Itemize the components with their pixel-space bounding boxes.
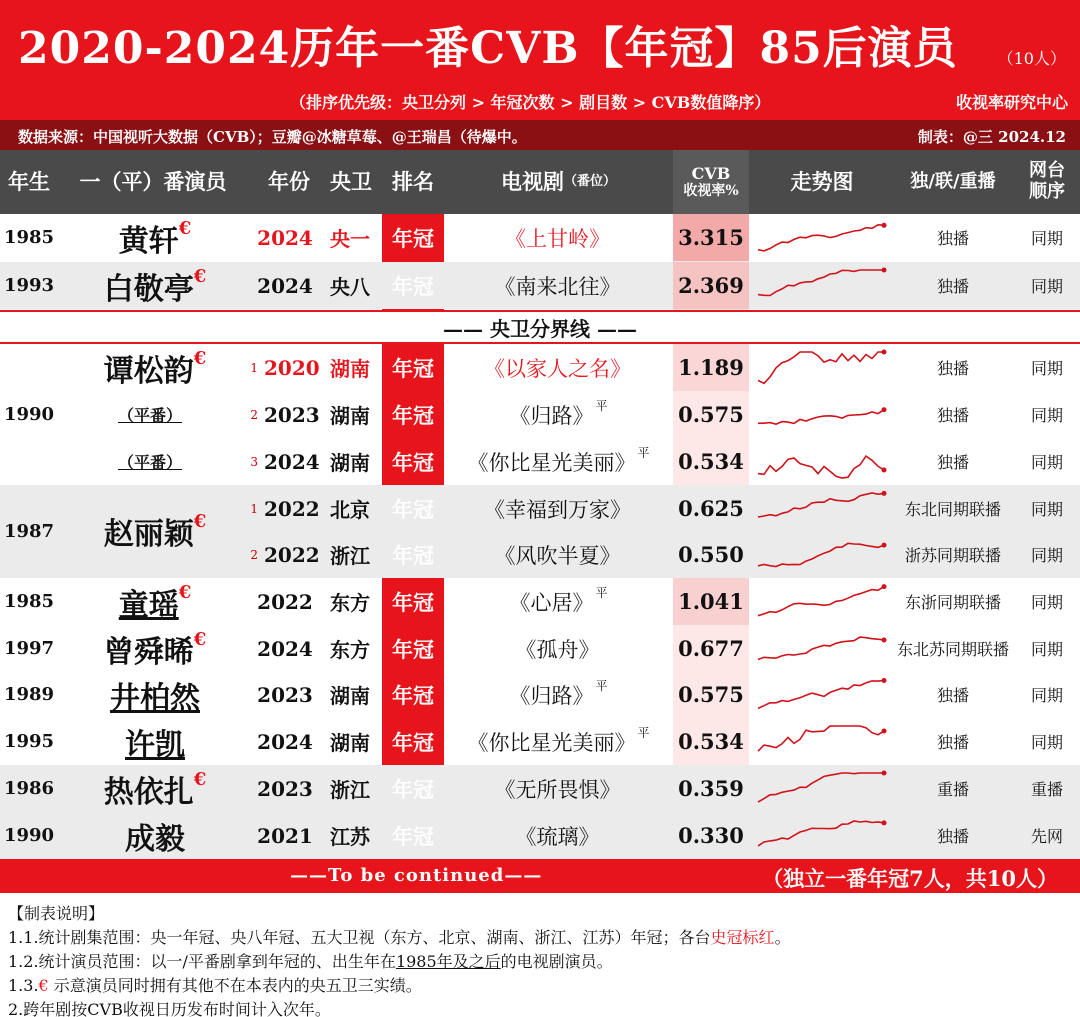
actor-name: 井柏然 bbox=[110, 680, 200, 716]
euro-mark: € bbox=[178, 218, 192, 239]
trend-sparkline bbox=[752, 765, 892, 812]
cvb-rating: 0.359 bbox=[678, 776, 744, 801]
to-be-continued: ——To be continued—— bbox=[290, 865, 543, 886]
euro-mark: € bbox=[193, 511, 207, 532]
trend-line bbox=[758, 352, 884, 383]
euro-mark: € bbox=[193, 769, 207, 790]
drama-title: 《无所畏惧》 bbox=[494, 777, 621, 802]
broadcast-type: 东北同期联播 bbox=[904, 500, 1001, 519]
air-year: 2023 bbox=[257, 776, 313, 801]
col-broadcast: 独/联/重播 bbox=[910, 170, 996, 192]
trend-sparkline bbox=[752, 671, 892, 718]
actor-name: 赵丽颖 € bbox=[103, 511, 207, 552]
air-year: 2023 bbox=[257, 682, 313, 707]
drama-title: 《南来北往》 bbox=[494, 274, 621, 299]
cvb-rating: 0.330 bbox=[678, 823, 744, 848]
channel: 江苏 bbox=[330, 825, 370, 849]
trend-end-dot bbox=[882, 638, 887, 643]
trend-sparkline bbox=[752, 625, 892, 672]
source-bar bbox=[0, 120, 1080, 150]
drama-title: 《琉璃》 bbox=[515, 824, 600, 849]
cvb-rating: 2.369 bbox=[673, 262, 749, 309]
rank-badge: 年冠 bbox=[392, 355, 434, 381]
trend-line bbox=[758, 637, 884, 659]
euro-mark: € bbox=[193, 348, 207, 369]
entry-index: 3 bbox=[250, 454, 258, 469]
broadcast-type: 独播 bbox=[936, 827, 969, 846]
birth-year: 1987 bbox=[3, 521, 55, 542]
cvb-rating: 0.534 bbox=[678, 449, 744, 474]
air-year: 1 2022 bbox=[250, 496, 320, 521]
air-year: 2024 bbox=[257, 729, 313, 754]
channel: 央八 bbox=[330, 275, 370, 299]
cvb-rating: 3.315 bbox=[673, 214, 749, 261]
trend-sparkline bbox=[752, 578, 892, 625]
birth-year: 1985 bbox=[3, 591, 55, 612]
organization: 收视率研究中心 bbox=[955, 93, 1068, 112]
cctv-divider: —— 央卫分界线 —— bbox=[0, 310, 1080, 344]
rank-badge: 年冠 bbox=[392, 402, 434, 428]
channel: 湖南 bbox=[330, 357, 370, 381]
trend-end-dot bbox=[882, 223, 887, 228]
channel: 湖南 bbox=[330, 451, 370, 475]
broadcast-type: 独播 bbox=[936, 453, 969, 472]
channel: 湖南 bbox=[330, 731, 370, 755]
rank-badge: 年冠 bbox=[392, 273, 434, 299]
rank-badge: 年冠 bbox=[392, 542, 434, 568]
cvb-rating: 0.575 bbox=[678, 402, 744, 427]
entry-index: 1 bbox=[250, 360, 258, 375]
cvb-rating: 0.625 bbox=[678, 496, 744, 521]
net-order: 同期 bbox=[1030, 686, 1063, 705]
birth-year: 1997 bbox=[3, 637, 55, 659]
broadcast-type: 浙苏同期联播 bbox=[904, 546, 1001, 565]
trend-end-dot bbox=[882, 491, 887, 496]
rank-badge: 年冠 bbox=[392, 449, 434, 475]
birth-year: 1990 bbox=[3, 825, 55, 846]
col-drama: 电视剧 （番位） bbox=[500, 168, 616, 194]
note-2: 2.跨年剧按CVB收视日历发布时间计入次年。 bbox=[8, 1000, 331, 1017]
actor-name: 热依扎 € bbox=[103, 769, 207, 810]
broadcast-type: 独播 bbox=[936, 359, 969, 378]
trend-sparkline bbox=[752, 718, 892, 765]
cvb-rating: 1.041 bbox=[673, 578, 749, 625]
trend-end-dot bbox=[882, 268, 887, 273]
actor-count: （10人） bbox=[997, 49, 1066, 68]
broadcast-type: 独播 bbox=[936, 406, 969, 425]
birth-year: 1990 bbox=[3, 404, 55, 425]
net-order: 同期 bbox=[1030, 593, 1063, 612]
euro-mark: € bbox=[178, 582, 192, 603]
euro-mark: € bbox=[193, 266, 207, 287]
trend-sparkline bbox=[752, 438, 892, 485]
channel: 湖南 bbox=[330, 684, 370, 708]
net-order: 同期 bbox=[1030, 733, 1063, 752]
trend-line bbox=[758, 681, 884, 709]
col-birth: 年生 bbox=[8, 168, 50, 194]
table-notes bbox=[8, 902, 1072, 1017]
col-trend: 走势图 bbox=[790, 168, 854, 194]
air-year: 2024 bbox=[257, 273, 313, 298]
air-year: 2 2023 bbox=[250, 402, 320, 427]
trend-sparkline bbox=[752, 344, 892, 391]
drama-title: 《孤舟》 bbox=[515, 637, 600, 662]
trend-end-dot bbox=[882, 543, 887, 548]
note-1-2: 1.2.统计演员范围：以一/平番剧拿到年冠的、出生年在1985年及之后的电视剧演员。 bbox=[8, 952, 613, 971]
trend-end-dot bbox=[882, 729, 887, 734]
trend-end-dot bbox=[882, 584, 887, 589]
note-1-1: 1.1.统计剧集范围：央一年冠、央八年冠、五大卫视（东方、北京、湖南、浙江、江苏）年冠；各台史冠标红。 bbox=[8, 928, 791, 947]
air-year: 2024 bbox=[257, 636, 313, 661]
channel: 东方 bbox=[330, 638, 370, 662]
air-year: 2022 bbox=[257, 589, 313, 614]
data-source: 数据来源：中国视听大数据（CVB）；豆瓣@冰糖草莓、@王瑞昌（待爆中。 bbox=[18, 128, 527, 146]
trend-sparkline bbox=[752, 485, 892, 532]
channel: 东方 bbox=[330, 591, 370, 615]
channel: 浙江 bbox=[330, 544, 370, 568]
channel: 湖南 bbox=[330, 404, 370, 428]
trend-sparkline bbox=[752, 262, 892, 309]
trend-line bbox=[758, 270, 884, 296]
channel: 央一 bbox=[330, 227, 370, 251]
entry-index: 2 bbox=[250, 547, 258, 562]
actor-name: 谭松韵 € bbox=[103, 348, 207, 389]
net-order: 同期 bbox=[1030, 406, 1063, 425]
broadcast-type: 独播 bbox=[936, 686, 969, 705]
actor-name: 许凯 bbox=[125, 727, 185, 763]
col-net-order: 网台 顺序 bbox=[1029, 160, 1065, 202]
trend-sparkline bbox=[752, 214, 892, 261]
trend-sparkline bbox=[752, 391, 892, 438]
air-year: 2024 bbox=[257, 225, 313, 250]
trend-end-dot bbox=[882, 407, 887, 412]
table-maker: 制表：@三 2024.12 bbox=[917, 128, 1066, 146]
drama-title: 《幸福到万家》 bbox=[484, 497, 631, 522]
entry-index: 2 bbox=[250, 407, 258, 422]
actor-name: 成毅 bbox=[125, 821, 185, 857]
broadcast-type: 独播 bbox=[936, 277, 969, 296]
net-order: 同期 bbox=[1030, 359, 1063, 378]
page-title: 2020-2024历年一番CVB【年冠】85后演员 bbox=[18, 23, 958, 74]
trend-end-dot bbox=[882, 820, 887, 825]
birth-year: 1995 bbox=[3, 731, 55, 752]
cvb-rating: 1.189 bbox=[673, 344, 749, 391]
broadcast-type: 独播 bbox=[936, 229, 969, 248]
sort-priority: （排序优先级：央卫分列 > 年冠次数 > 剧目数 > CVB数值降序） bbox=[290, 93, 771, 112]
col-actor: 一（平）番演员 bbox=[79, 168, 227, 194]
drama-title: 《归路》 $^平$ bbox=[509, 399, 608, 428]
broadcast-type: 东浙同期联播 bbox=[904, 593, 1001, 612]
trend-end-dot bbox=[882, 350, 887, 355]
trend-end-dot bbox=[882, 771, 887, 776]
trend-sparkline bbox=[752, 812, 892, 859]
net-order: 同期 bbox=[1030, 500, 1063, 519]
trend-line bbox=[758, 410, 884, 425]
birth-year: 1993 bbox=[3, 275, 55, 296]
drama-title: 《你比星光美丽》 $^平$ bbox=[467, 446, 650, 475]
cvb-rating: 0.575 bbox=[678, 682, 744, 707]
air-year: 2021 bbox=[257, 823, 313, 848]
rank-badge: 年冠 bbox=[392, 823, 434, 849]
actor-name: 白敬亭 € bbox=[103, 266, 207, 307]
net-order: 同期 bbox=[1030, 229, 1063, 248]
flat-billing-label: （平番） bbox=[117, 406, 182, 425]
actor-name: 童瑶 € bbox=[118, 582, 192, 623]
birth-year: 1989 bbox=[3, 684, 55, 705]
trend-end-dot bbox=[882, 468, 887, 473]
col-channel: 央卫 bbox=[330, 168, 372, 194]
rank-badge: 年冠 bbox=[392, 636, 434, 662]
header-banner bbox=[0, 0, 1080, 120]
air-year: 2 2022 bbox=[250, 542, 320, 567]
trend-line bbox=[758, 493, 884, 517]
actor-name: 曾舜晞 € bbox=[103, 629, 207, 670]
broadcast-type: 重播 bbox=[936, 780, 969, 799]
broadcast-type: 东北苏同期联播 bbox=[896, 640, 1009, 659]
col-cvb: CVB 收视率% bbox=[673, 150, 749, 214]
trend-line bbox=[758, 225, 884, 251]
net-order: 重播 bbox=[1030, 780, 1063, 799]
rank-badge: 年冠 bbox=[392, 496, 434, 522]
drama-title: 《以家人之名》 bbox=[484, 356, 631, 381]
rank-badge: 年冠 bbox=[392, 682, 434, 708]
rank-badge: 年冠 bbox=[392, 776, 434, 802]
drama-title: 《你比星光美丽》 $^平$ bbox=[467, 726, 650, 755]
birth-year: 1985 bbox=[3, 227, 55, 248]
summary-count: （独立一番年冠7人，共10人） bbox=[762, 866, 1058, 891]
drama-title: 《归路》 $^平$ bbox=[509, 679, 608, 708]
entry-index: 1 bbox=[250, 501, 258, 516]
col-rank: 排名 bbox=[392, 168, 434, 194]
cvb-rating: 0.677 bbox=[678, 636, 744, 661]
table-header bbox=[0, 150, 1080, 214]
channel: 北京 bbox=[330, 498, 370, 522]
trend-end-dot bbox=[882, 678, 887, 683]
rank-badge: 年冠 bbox=[392, 589, 434, 615]
net-order: 同期 bbox=[1030, 277, 1063, 296]
net-order: 同期 bbox=[1030, 640, 1063, 659]
trend-line bbox=[758, 821, 884, 846]
col-year: 年份 bbox=[268, 168, 310, 194]
trend-sparkline bbox=[752, 531, 892, 578]
rank-badge: 年冠 bbox=[392, 225, 434, 251]
drama-title: 《心居》 $^平$ bbox=[509, 586, 608, 615]
trend-line bbox=[758, 456, 884, 478]
net-order: 同期 bbox=[1030, 546, 1063, 565]
euro-mark: € bbox=[193, 629, 207, 650]
channel: 浙江 bbox=[330, 778, 370, 802]
drama-title: 《风吹半夏》 bbox=[494, 543, 621, 568]
notes-title: 【制表说明】 bbox=[8, 904, 105, 923]
cvb-rating: 0.534 bbox=[678, 729, 744, 754]
air-year: 3 2024 bbox=[250, 449, 320, 474]
birth-year: 1986 bbox=[3, 778, 55, 799]
trend-line bbox=[758, 587, 884, 616]
footer-bar bbox=[0, 859, 1080, 893]
trend-line bbox=[758, 773, 884, 802]
drama-title: 《上甘岭》 bbox=[505, 226, 610, 251]
note-1-3: 1.3.€ 示意演员同时拥有其他不在本表内的央五卫三实绩。 bbox=[8, 976, 422, 995]
flat-billing-label: （平番） bbox=[117, 453, 182, 472]
net-order: 同期 bbox=[1030, 453, 1063, 472]
actor-name: 黄轩 € bbox=[118, 218, 192, 259]
broadcast-type: 独播 bbox=[936, 733, 969, 752]
net-order: 先网 bbox=[1030, 827, 1063, 846]
trend-line bbox=[758, 726, 884, 751]
air-year: 1 2020 bbox=[250, 355, 320, 380]
cvb-rating: 0.550 bbox=[678, 542, 744, 567]
trend-line bbox=[758, 543, 884, 566]
rank-badge: 年冠 bbox=[392, 729, 434, 755]
